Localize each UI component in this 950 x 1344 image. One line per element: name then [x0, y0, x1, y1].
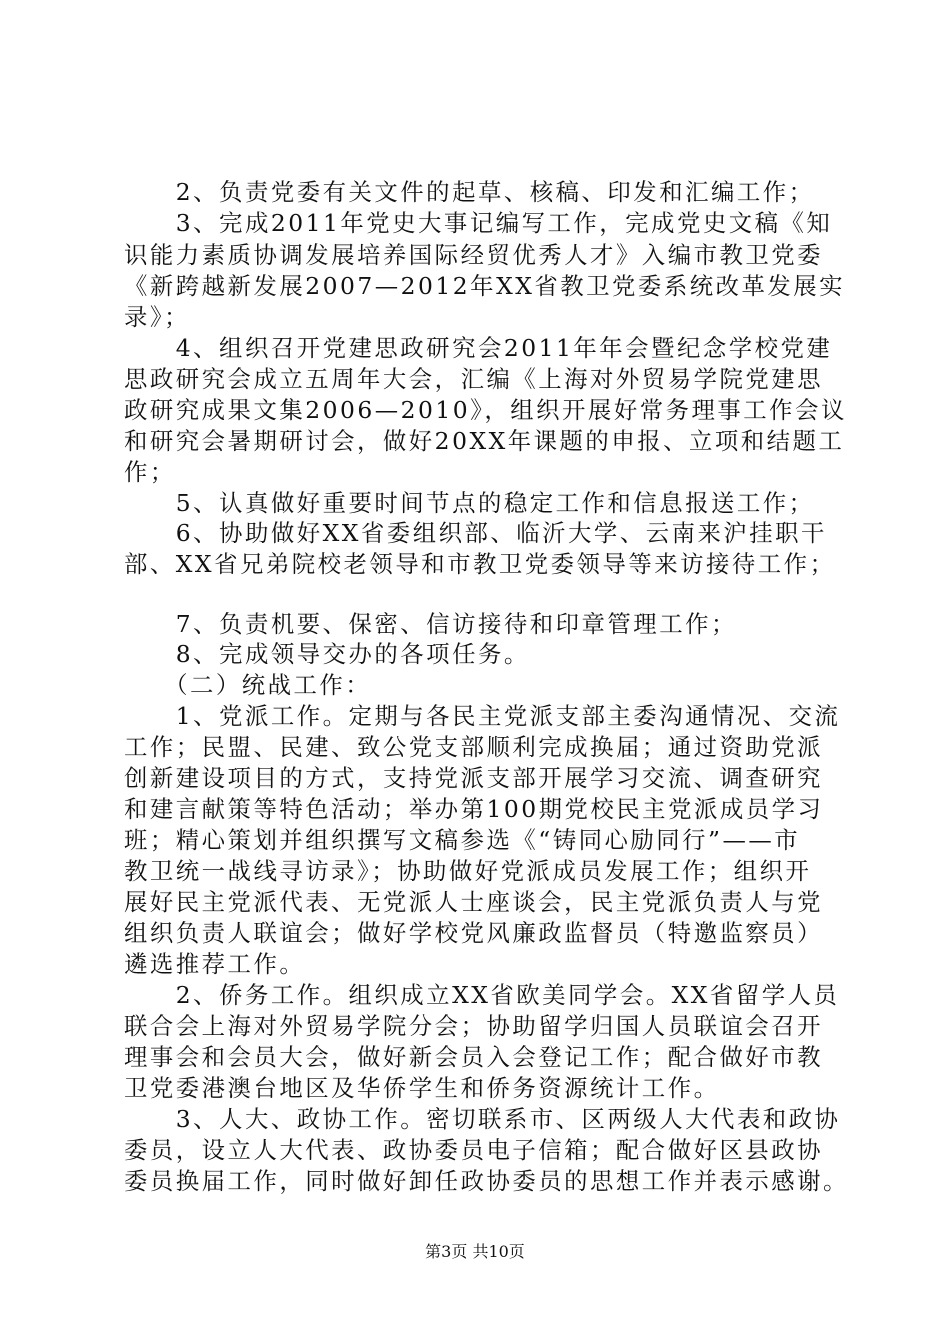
- text-line: 8、完成领导交办的各项任务。: [124, 640, 530, 668]
- text-line: 卫党委港澳台地区及华侨学生和侨务资源统计工作。: [124, 1074, 720, 1102]
- text-line: 7、负责机要、保密、信访接待和印章管理工作；: [124, 610, 737, 638]
- text-line: 2、侨务工作。组织成立XX省欧美同学会。XX省留学人员: [124, 981, 840, 1009]
- text-line: 3、人大、政协工作。密切联系市、区两级人大代表和政协: [124, 1105, 841, 1133]
- section-heading: （二）统战工作：: [124, 671, 372, 699]
- text-line: 识能力素质协调发展培养国际经贸优秀人才》入编市教卫党委: [124, 241, 824, 269]
- text-line: 2、负责党委有关文件的起草、核稿、印发和汇编工作；: [124, 178, 815, 206]
- text-line: 1、党派工作。定期与各民主党派支部主委沟通情况、交流: [124, 702, 841, 730]
- text-line: 委员换届工作，同时做好卸任政协委员的思想工作并表示感谢。: [124, 1167, 849, 1195]
- text-line: 部、XX省兄弟院校老领导和市教卫党委领导等来访接待工作；: [124, 550, 836, 578]
- text-line: 联合会上海对外贸易学院分会；协助留学归国人员联谊会召开: [124, 1012, 824, 1040]
- text-line: 5、认真做好重要时间节点的稳定工作和信息报送工作；: [124, 489, 815, 517]
- text-line: 工作；民盟、民建、致公党支部顺利完成换届；通过资助党派: [124, 733, 824, 761]
- text-line: 6、协助做好XX省委组织部、临沂大学、云南来沪挂职干: [124, 519, 827, 547]
- text-line: 遴选推荐工作。: [124, 950, 306, 978]
- text-line: 理事会和会员大会，做好新会员入会登记工作；配合做好市教: [124, 1043, 824, 1071]
- text-line: 政研究成果文集2006—2010》，组织开展好常务理事工作会议: [124, 396, 847, 424]
- text-line: 4、组织召开党建思政研究会2011年年会暨纪念学校党建: [124, 334, 833, 362]
- text-line: 教卫统一战线寻访录》；协助做好党派成员发展工作；组织开: [124, 857, 812, 885]
- text-line: 班；精心策划并组织撰写文稿参选《“铸同心励同行”——市: [124, 826, 801, 854]
- text-line: 录》；: [124, 303, 190, 331]
- text-line: 组织负责人联谊会；做好学校党风廉政监督员（特邀监察员）: [124, 919, 824, 947]
- text-line: 和研究会暑期研讨会，做好20XX年课题的申报、立项和结题工: [124, 427, 845, 455]
- text-line: 委员，设立人大代表、政协委员电子信箱；配合做好区县政协: [124, 1136, 824, 1164]
- text-line: 3、完成2011年党史大事记编写工作，完成党史文稿《知: [124, 209, 833, 237]
- page-number: 第3页 共10页: [425, 1242, 525, 1261]
- text-line: 展好民主党派代表、无党派人士座谈会，民主党派负责人与党: [124, 888, 824, 916]
- text-line: 思政研究会成立五周年大会，汇编《上海对外贸易学院党建思: [124, 365, 824, 393]
- text-line: 作；: [124, 458, 176, 486]
- text-line: 创新建设项目的方式，支持党派支部开展学习交流、调查研究: [124, 764, 824, 792]
- text-line: 《新跨越新发展2007—2012年XX省教卫党委系统改革发展实: [124, 272, 846, 300]
- text-line: 和建言献策等特色活动；举办第100期党校民主党派成员学习: [124, 795, 824, 823]
